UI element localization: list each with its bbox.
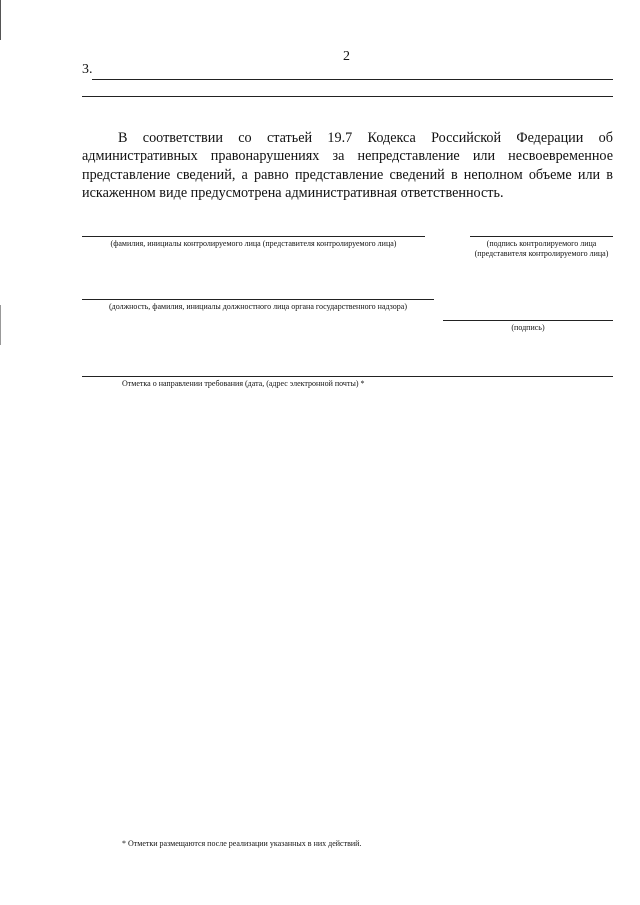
section-underline xyxy=(92,79,613,80)
official-name-caption: (должность, фамилия, инициалы должностного лица органа государственного надзора) xyxy=(108,302,408,311)
section-number: 3. xyxy=(82,62,93,77)
controlled-signature-caption: (подпись контролируемого лица (представителя контролируемого лица) xyxy=(474,239,609,258)
scan-edge-mark xyxy=(0,305,1,345)
controlled-name-line xyxy=(82,236,425,237)
separator-line xyxy=(82,96,613,97)
liability-paragraph: В соответствии со статьей 19.7 Кодекса Российской Федерации об административных правонарушениях за непредставление или несвоевременное представление сведений, а равно представление сведений в неполном объеме или в искаженном виде предусмотрена административная ответственность. xyxy=(82,130,613,201)
sent-mark-line xyxy=(82,376,613,377)
page-number: 2 xyxy=(343,49,350,64)
sent-mark-caption: Отметка о направлении требования (дата, (адрес электронной почты) * xyxy=(122,379,365,388)
scan-edge-mark xyxy=(0,0,1,40)
official-name-line xyxy=(82,299,434,300)
official-signature-line xyxy=(443,320,613,321)
controlled-signature-line xyxy=(470,236,613,237)
official-signature-caption: (подпись) xyxy=(511,323,545,332)
footnote: * Отметки размещаются после реализации указанных в них действий. xyxy=(122,839,362,848)
controlled-name-caption: (фамилия, инициалы контролируемого лица (представителя контролируемого лица) xyxy=(110,239,397,248)
